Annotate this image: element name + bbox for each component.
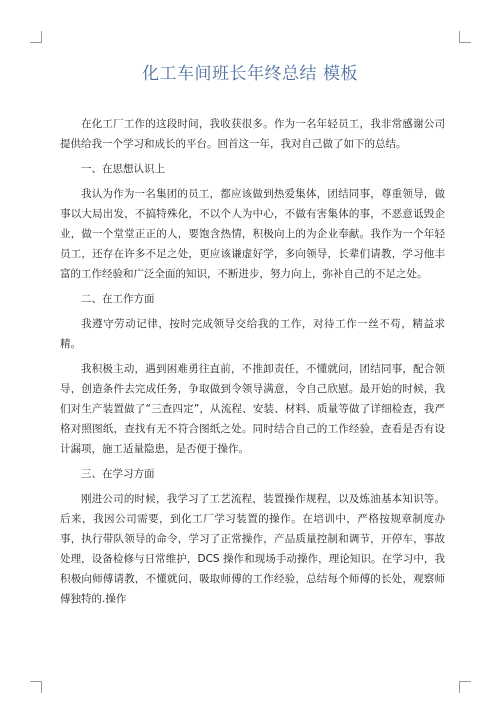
crop-mark-top-left: [30, 31, 42, 43]
work-paragraph-1: 我遵守劳动记律，按时完成领导交给我的工作，对待工作一丝不苟，精益求精。: [60, 318, 445, 350]
crop-mark-top-right: [459, 31, 471, 43]
work-paragraph-2: 我积极主动，遇到困难勇往直前，不推卸责任，不懂就问，团结同事，配合领导，创造条件去完成任务，争取做到令领导满意，令自己欣慰。最开始的时候，我们对生产装置做了“三查四定”，从流程、安装、材料、质量等做了详细检查，我严格对照图纸，查找有无不符合图纸之处。同时结合自己的工作经验，查看是否有设计漏项，施工适量隐患，是否便于操作。: [60, 363, 445, 455]
thinking-paragraph: 我认为作为一名集团的员工，都应该做到热爱集体，团结同事，尊重领导，做事以大局出发，不搞特殊化，不以个人为中心，不做有害集体的事，不恶意诋毁企业，做一个堂堂正正的人，要饱含热情，积极向上的为企业奉献。我作为一个年轻员工，还存在许多不足之处，更应该谦虚好学，多向领导，长辈们请教，学习他丰富的工作经验和广泛全面的知识，不断进步，努力向上，弥补自己的不足之处。: [60, 188, 445, 280]
document-body: [60, 114, 445, 614]
section-heading-work: 二、在工作方面: [81, 293, 155, 305]
section-heading-study: 三、在学习方面: [81, 468, 155, 480]
section-heading-thinking: 一、在思想认识上: [81, 163, 165, 175]
intro-paragraph: 在化工厂工作的这段时间，我收获很多。作为一名年轻员工，我非常感谢公司提供给我一个学习和成长的平台。回首这一年，我对自己做了如下的总结。: [60, 118, 445, 150]
study-paragraph: 刚进公司的时候，我学习了工艺流程，装置操作规程，以及炼油基本知识等。后来，我因公司需要，到化工厂学习装置的操作。在培训中，严格按规章制度办事，执行带队领导的命令，学习了正常操作，产品质量控制和调节，开停车，事故处理，设备检修与日常维护，DCS 操作和现场手动操作，理论知识。在学习中，我积极向师傅请教，不懂就问，吸取师傅的工作经验，总结每个师傅的长处，观察师傅独特的.操作: [60, 493, 445, 605]
crop-mark-bottom-left: [30, 681, 42, 693]
crop-mark-bottom-right: [459, 681, 471, 693]
document-title: 化工车间班长年终总结 模板: [142, 64, 358, 84]
